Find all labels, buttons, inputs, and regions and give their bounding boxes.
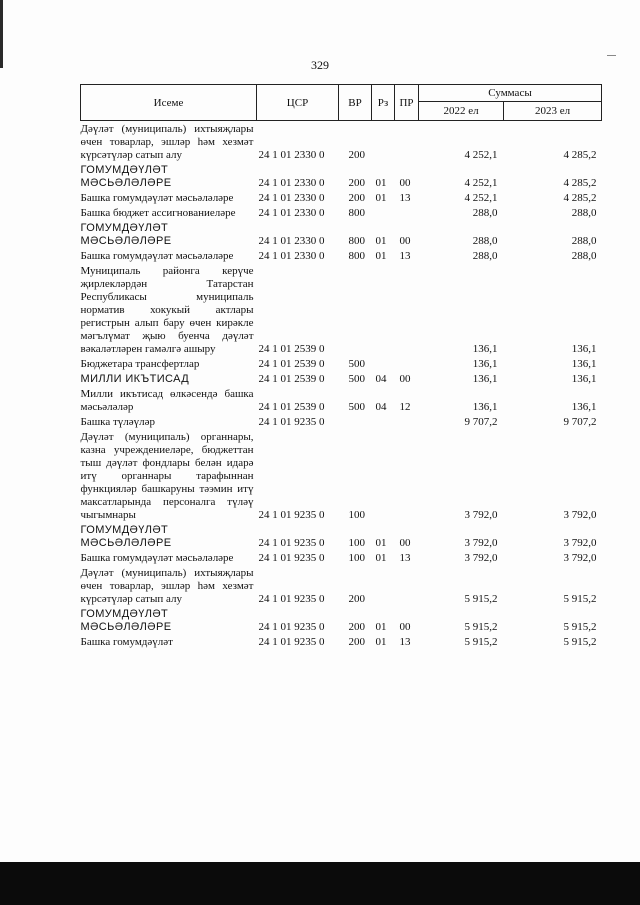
row-csr-code: 24 1 01 9235 0 <box>258 593 325 605</box>
header-rz: Рз <box>372 85 395 121</box>
row-sum-2022: 136,1 <box>472 401 498 413</box>
row-sum-2023: 288,0 <box>571 207 597 219</box>
row-vr-code: 200 <box>348 636 365 648</box>
row-vr-code: 800 <box>348 235 365 247</box>
table-row <box>81 162 602 190</box>
row-sum-2023: 3 792,0 <box>563 509 597 521</box>
row-sum-2023: 3 792,0 <box>563 552 597 564</box>
row-sum-2023: 5 915,2 <box>563 621 597 633</box>
row-vr-code: 100 <box>348 537 365 549</box>
row-sum-2022: 288,0 <box>472 235 498 247</box>
row-csr-code: 24 1 01 9235 0 <box>258 621 325 633</box>
row-subsection <box>395 429 419 522</box>
row-section <box>372 356 395 371</box>
row-csr-code: 24 1 01 2330 0 <box>258 235 325 247</box>
row-section: 01 <box>375 537 387 549</box>
row-sum-2022: 5 915,2 <box>464 621 498 633</box>
row-subsection: 13 <box>399 552 411 564</box>
row-name: Башка гомумдәүләт мәсьәләләре <box>80 250 234 262</box>
row-vr-code: 100 <box>348 552 365 564</box>
row-subsection: 12 <box>399 401 411 413</box>
row-sum-2022: 136,1 <box>472 358 498 370</box>
budget-table <box>80 84 602 649</box>
row-vr-code: 200 <box>348 593 365 605</box>
row-name: Башка бюджет ассигнованиеләре <box>80 207 236 219</box>
table-row <box>81 386 602 414</box>
table-row <box>81 190 602 205</box>
row-sum-2023: 4 285,2 <box>563 192 597 204</box>
row-sum-2023: 5 915,2 <box>563 636 597 648</box>
row-name: МИЛЛИ ИКЪТИСАД <box>80 373 190 385</box>
row-section: 01 <box>375 636 387 648</box>
row-vr-code <box>339 414 372 429</box>
row-csr-code: 24 1 01 9235 0 <box>258 552 325 564</box>
row-section: 01 <box>375 177 387 189</box>
row-section <box>372 565 395 606</box>
row-section: 01 <box>375 621 387 633</box>
row-name: ГОМУМДӘҮЛӘТ МӘСЬӘЛӘЛӘРЕ <box>80 164 172 189</box>
table-row <box>81 220 602 248</box>
row-vr-code: 200 <box>348 177 365 189</box>
row-subsection: 00 <box>399 373 411 385</box>
row-subsection <box>395 263 419 356</box>
row-name: Милли икътисад өлкәсендә башка мәсьәләләр <box>80 388 254 413</box>
row-section: 01 <box>375 552 387 564</box>
row-sum-2023: 136,1 <box>571 343 597 355</box>
table-row <box>81 205 602 220</box>
header-name: Исеме <box>81 85 257 121</box>
row-csr-code: 24 1 01 9235 0 <box>258 636 325 648</box>
row-csr-code: 24 1 01 2539 0 <box>258 373 325 385</box>
row-name: Башка гомумдәүләт мәсьәләләре <box>80 192 234 204</box>
row-csr-code: 24 1 01 2330 0 <box>258 207 325 219</box>
table-row <box>81 522 602 550</box>
table-body <box>81 121 602 650</box>
row-sum-2023: 136,1 <box>571 358 597 370</box>
row-subsection <box>395 356 419 371</box>
table-row <box>81 414 602 429</box>
row-sum-2022: 5 915,2 <box>464 593 498 605</box>
page-number: 329 <box>311 58 329 72</box>
row-csr-code: 24 1 01 2330 0 <box>258 177 325 189</box>
row-sum-2022: 3 792,0 <box>464 552 498 564</box>
scan-speck <box>607 55 616 56</box>
row-section: 01 <box>375 250 387 262</box>
row-vr-code: 500 <box>348 401 365 413</box>
row-subsection: 00 <box>399 177 411 189</box>
header-sums: Суммасы <box>419 85 602 102</box>
row-sum-2023: 9 707,2 <box>563 416 597 428</box>
row-sum-2023: 288,0 <box>571 250 597 262</box>
row-sum-2022: 5 915,2 <box>464 636 498 648</box>
table-row <box>81 429 602 522</box>
row-csr-code: 24 1 01 2539 0 <box>258 358 325 370</box>
row-name: Бюджетара трансфертлар <box>80 358 200 370</box>
row-vr-code <box>339 263 372 356</box>
row-vr-code: 100 <box>348 509 365 521</box>
row-csr-code: 24 1 01 9235 0 <box>258 416 325 428</box>
row-subsection: 00 <box>399 537 411 549</box>
row-name: Башка түләүләр <box>80 416 156 428</box>
row-section <box>372 121 395 163</box>
row-sum-2023: 136,1 <box>571 373 597 385</box>
table-row <box>81 565 602 606</box>
row-csr-code: 24 1 01 2330 0 <box>258 192 325 204</box>
row-vr-code: 500 <box>348 358 365 370</box>
header-year-2022: 2022 ел <box>419 102 504 121</box>
row-vr-code: 500 <box>348 373 365 385</box>
row-subsection <box>395 565 419 606</box>
row-name: Дәүләт (муниципаль) органнары, казна учреждениеләре, бюджеттан тыш дәүләт фондлары белән идарә итү органнары тарафыннан функцияләр башкаруны тәэмин итү максатларында персоналга түләү чыгымнары <box>80 431 254 521</box>
row-subsection: 13 <box>399 636 411 648</box>
row-name: Дәүләт (муниципаль) ихтыяҗлары өчен товарлар, эшләр һәм хезмәт күрсәтүләр сатып алу <box>80 567 254 605</box>
row-sum-2022: 288,0 <box>472 250 498 262</box>
row-subsection: 13 <box>399 192 411 204</box>
row-sum-2022: 136,1 <box>472 343 498 355</box>
row-sum-2023: 136,1 <box>571 401 597 413</box>
table-row <box>81 634 602 649</box>
row-section <box>372 429 395 522</box>
row-sum-2022: 4 252,1 <box>464 177 498 189</box>
row-name: Дәүләт (муниципаль) ихтыяҗлары өчен товарлар, эшләр һәм хезмәт күрсәтүләр сатып алу <box>80 123 254 161</box>
header-csr: ЦСР <box>257 85 339 121</box>
row-sum-2022: 3 792,0 <box>464 509 498 521</box>
table-row <box>81 248 602 263</box>
row-section: 01 <box>375 235 387 247</box>
row-section: 04 <box>375 373 387 385</box>
row-subsection: 00 <box>399 621 411 633</box>
row-vr-code: 800 <box>348 250 365 262</box>
table-row <box>81 356 602 371</box>
row-sum-2022: 288,0 <box>472 207 498 219</box>
table-row <box>81 121 602 163</box>
row-subsection: 13 <box>399 250 411 262</box>
row-csr-code: 24 1 01 2539 0 <box>258 401 325 413</box>
row-sum-2023: 4 285,2 <box>563 149 597 161</box>
row-vr-code: 200 <box>348 192 365 204</box>
row-name: ГОМУМДӘҮЛӘТ МӘСЬӘЛӘЛӘРЕ <box>80 222 172 247</box>
row-subsection: 00 <box>399 235 411 247</box>
row-csr-code: 24 1 01 2330 0 <box>258 250 325 262</box>
row-vr-code: 800 <box>348 207 365 219</box>
row-sum-2022: 4 252,1 <box>464 192 498 204</box>
row-vr-code: 200 <box>348 621 365 633</box>
row-name: Башка гомумдәүләт мәсьәләләре <box>80 552 234 564</box>
row-subsection <box>395 121 419 163</box>
row-vr-code: 200 <box>348 149 365 161</box>
header-year-2023: 2023 ел <box>504 102 602 121</box>
row-sum-2022: 136,1 <box>472 373 498 385</box>
table-row <box>81 371 602 386</box>
row-section <box>372 263 395 356</box>
row-csr-code: 24 1 01 9235 0 <box>258 509 325 521</box>
row-csr-code: 24 1 01 2330 0 <box>258 149 325 161</box>
row-csr-code: 24 1 01 2539 0 <box>258 343 325 355</box>
table-row <box>81 263 602 356</box>
row-sum-2023: 5 915,2 <box>563 593 597 605</box>
table-row <box>81 550 602 565</box>
row-sum-2022: 9 707,2 <box>464 416 498 428</box>
header-vr: ВР <box>339 85 372 121</box>
row-sum-2023: 4 285,2 <box>563 177 597 189</box>
row-name: Башка гомумдәүләт <box>80 636 173 648</box>
row-section: 01 <box>375 192 387 204</box>
row-name: ГОМУМДӘҮЛӘТ МӘСЬӘЛӘЛӘРЕ <box>80 524 172 549</box>
row-sum-2022: 4 252,1 <box>464 149 498 161</box>
row-sum-2023: 3 792,0 <box>563 537 597 549</box>
row-sum-2023: 288,0 <box>571 235 597 247</box>
row-name: ГОМУМДӘҮЛӘТ МӘСЬӘЛӘЛӘРЕ <box>80 608 172 633</box>
table-row <box>81 606 602 634</box>
row-subsection <box>395 414 419 429</box>
row-section: 04 <box>375 401 387 413</box>
row-section <box>372 205 395 220</box>
row-name: Муниципаль районга керүче җирлекләрдән Татарстан Республикасы муниципаль норматив хокукый актлары регистрын алып бару өчен кирәкле мәгълүмат җыю буенча дәүләт вәкаләтләрен гамәлгә ашыру <box>80 265 254 355</box>
scan-bottom-bar <box>0 862 640 905</box>
row-section <box>372 414 395 429</box>
row-sum-2022: 3 792,0 <box>464 537 498 549</box>
header-pr: ПР <box>395 85 419 121</box>
row-csr-code: 24 1 01 9235 0 <box>258 537 325 549</box>
table-header <box>81 85 602 121</box>
row-subsection <box>395 205 419 220</box>
